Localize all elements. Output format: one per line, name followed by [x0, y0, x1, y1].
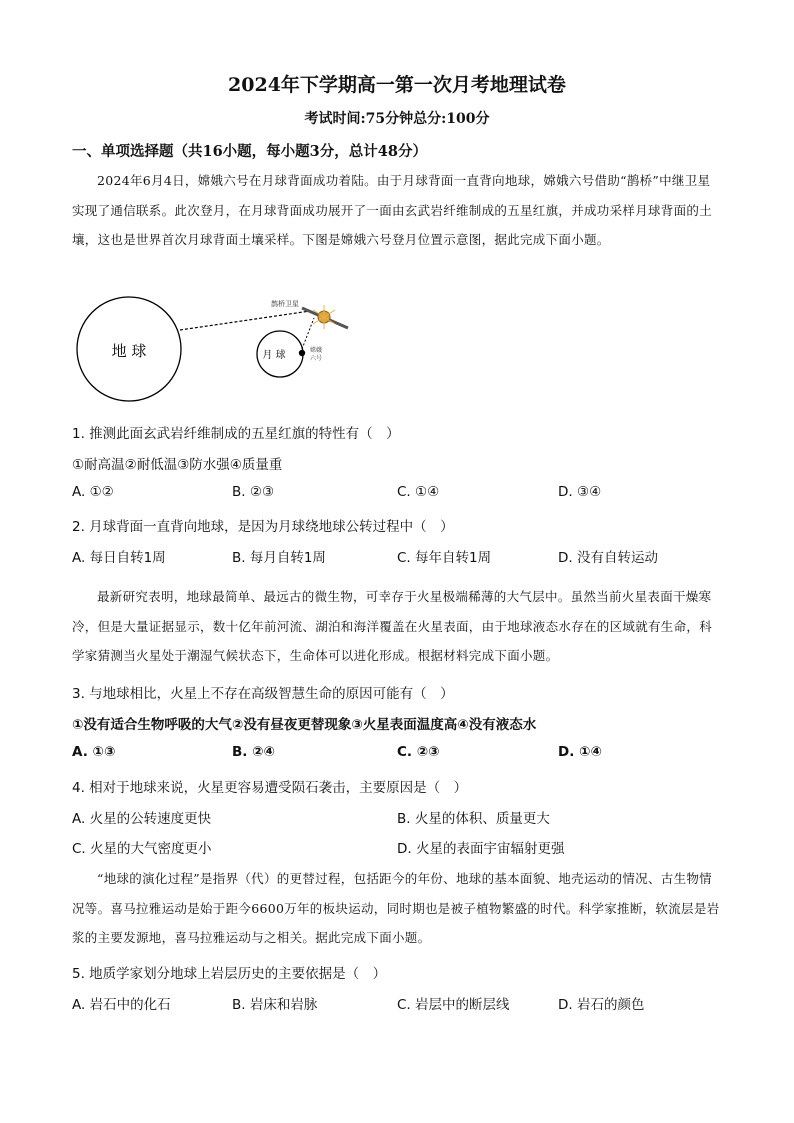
question-4-option-d[interactable]: D. 火星的表面宇宙辐射更强	[397, 841, 565, 857]
question-2-option-d[interactable]: D. 没有自转运动	[558, 550, 658, 566]
moon-label: 月 球	[262, 350, 286, 361]
exam-info: 考试时间:75分钟总分:100分	[304, 111, 490, 127]
question-4-option-a[interactable]: A. 火星的公转速度更快	[72, 811, 212, 827]
page-title: 2024年下学期高一第一次月考地理试卷	[228, 74, 566, 96]
passage-earth-evolution: “地球的演化过程”是指界（代）的更替过程，包括距今的年份、地球的基本面貌、地壳运动的情况、古生物情况等。喜马拉雅运动是始于距今6600万年的板块运动，同时期也是被子植物繁盛的时代。科学家推断，软流层是岩浆的主要发源地，喜马拉雅运动与之相关。据此完成下面小题。	[72, 871, 720, 945]
question-1-option-b[interactable]: B. ②③	[232, 484, 275, 500]
question-3-statements: ①没有适合生物呼吸的大气②没有昼夜更替现象③火星表面温度高④没有液态水	[72, 717, 537, 733]
question-3-option-b[interactable]: B. ②④	[232, 744, 275, 760]
question-4-option-b[interactable]: B. 火星的体积、质量更大	[397, 811, 550, 827]
probe-label-line1: 嫦娥	[310, 347, 323, 354]
question-1-stem: 1. 推测此面玄武岩纤维制成的五星红旗的特性有（ ）	[72, 426, 400, 442]
question-2-stem: 2. 月球背面一直背向地球，是因为月球绕地球公转过程中（ ）	[72, 519, 454, 535]
question-2-option-a[interactable]: A. 每日自转1周	[72, 550, 166, 566]
passage-chang-e: 2024年6月4日，嫦娥六号在月球背面成功着陆。由于月球背面一直背向地球，嫦娥六号借助“鹊桥”中继卫星实现了通信联系。此次登月，在月球背面成功展开了一面由玄武岩纤维制成的五星红旗，并成功采样月球背面的土壤，这也是世界首次月球背面土壤采样。下图是嫦娥六号登月位置示意图，据此完成下面小题。	[72, 173, 713, 247]
earth-label: 地 球	[111, 342, 147, 360]
question-1-statements: ①耐高温②耐低温③防水强④质量重	[72, 457, 283, 473]
question-4-option-c[interactable]: C. 火星的大气密度更小	[72, 841, 212, 857]
relay-line-moon	[302, 318, 314, 349]
question-5-option-d[interactable]: D. 岩石的颜色	[558, 997, 645, 1013]
question-1-option-c[interactable]: C. ①④	[397, 484, 440, 500]
question-3-option-d[interactable]: D. ①④	[558, 744, 602, 760]
question-2-option-b[interactable]: B. 每月自转1周	[232, 550, 326, 566]
probe-dot	[299, 350, 305, 356]
question-5-option-b[interactable]: B. 岩床和岩脉	[232, 997, 318, 1013]
question-5-option-a[interactable]: A. 岩石中的化石	[72, 997, 171, 1013]
question-4-stem: 4. 相对于地球来说，火星更容易遭受陨石袭击，主要原因是（ ）	[72, 780, 468, 796]
question-5-stem: 5. 地质学家划分地球上岩层历史的主要依据是（ ）	[72, 966, 387, 982]
question-3-option-c[interactable]: C. ②③	[397, 744, 440, 760]
relay-line-earth	[180, 311, 310, 330]
section-heading: 一、单项选择题（共16小题，每小题3分，总计48分）	[72, 143, 427, 160]
question-1-option-a[interactable]: A. ①②	[72, 484, 114, 500]
question-2-option-c[interactable]: C. 每年自转1周	[397, 550, 492, 566]
question-1-option-d[interactable]: D. ③④	[558, 484, 602, 500]
probe-label-line2: 六号	[310, 355, 323, 362]
landing-diagram	[70, 296, 370, 406]
question-3-option-a[interactable]: A. ①③	[72, 744, 116, 760]
passage-mars: 最新研究表明，地球最简单、最远古的微生物，可幸存于火星极端稀薄的大气层中。虽然当前火星表面干燥寒冷，但是大量证据显示，数十亿年前河流、湖泊和海洋覆盖在火星表面，由于地球液态水存在的区域就有生命，科学家猜测当火星处于潮湿气候状态下，生命体可以进化形成。根据材料完成下面小题。	[72, 589, 713, 663]
satellite-label: 鹊桥卫星	[271, 300, 299, 308]
question-3-stem: 3. 与地球相比，火星上不存在高级智慧生命的原因可能有（ ）	[72, 686, 454, 702]
satellite-icon	[302, 305, 348, 329]
question-5-option-c[interactable]: C. 岩层中的断层线	[397, 997, 510, 1013]
